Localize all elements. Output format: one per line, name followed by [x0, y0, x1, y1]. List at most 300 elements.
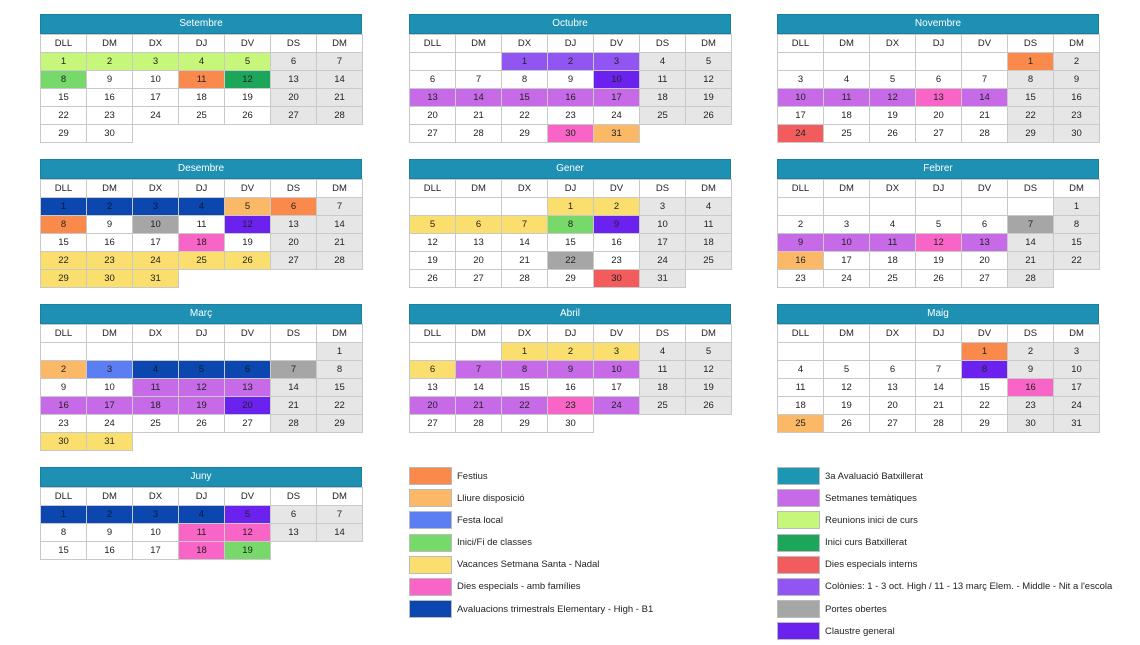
- weekday-label: DM: [686, 180, 732, 198]
- day-cell: [41, 343, 87, 361]
- day-cell: 23: [548, 397, 594, 415]
- day-cell: 4: [179, 506, 225, 524]
- day-cell: 2: [594, 198, 640, 216]
- week-row: [778, 397, 1100, 415]
- day-cell: 12: [225, 524, 271, 542]
- day-cell: 31: [1054, 415, 1100, 433]
- day-cell: 16: [1008, 379, 1054, 397]
- day-cell: [916, 198, 962, 216]
- weekday-header-row: [778, 325, 1100, 343]
- day-cell: [824, 198, 870, 216]
- day-cell: 17: [594, 379, 640, 397]
- week-row: [778, 71, 1100, 89]
- day-cell: 6: [916, 71, 962, 89]
- month-title: Novembre: [777, 14, 1099, 34]
- legend-right: [777, 467, 1112, 645]
- day-cell: 22: [317, 397, 363, 415]
- day-cell: 20: [962, 252, 1008, 270]
- day-cell: 9: [1008, 361, 1054, 379]
- weekday-label: DM: [456, 325, 502, 343]
- empty-cell: [133, 125, 179, 143]
- legend-item: [409, 556, 653, 574]
- day-cell: 16: [594, 234, 640, 252]
- day-cell: 25: [640, 397, 686, 415]
- day-cell: 14: [317, 524, 363, 542]
- week-row: [41, 89, 363, 107]
- day-cell: 18: [179, 542, 225, 560]
- weekday-label: DV: [594, 325, 640, 343]
- week-row: [410, 89, 732, 107]
- week-row: [778, 89, 1100, 107]
- day-cell: 30: [41, 433, 87, 451]
- weekday-header-row: [41, 180, 363, 198]
- day-cell: 9: [594, 216, 640, 234]
- week-row: [41, 361, 363, 379]
- day-cell: 13: [962, 234, 1008, 252]
- day-cell: 26: [225, 252, 271, 270]
- day-cell: 26: [179, 415, 225, 433]
- day-cell: 6: [225, 361, 271, 379]
- day-cell: 13: [271, 71, 317, 89]
- day-cell: 6: [410, 71, 456, 89]
- legend-swatch: [409, 511, 452, 529]
- day-cell: 6: [870, 361, 916, 379]
- day-cell: 25: [870, 270, 916, 288]
- weekday-label: DJ: [916, 325, 962, 343]
- weekday-label: DS: [640, 325, 686, 343]
- day-cell: 18: [870, 252, 916, 270]
- legend-swatch: [777, 489, 820, 507]
- day-cell: 18: [686, 234, 732, 252]
- day-cell: [824, 343, 870, 361]
- day-cell: 24: [133, 107, 179, 125]
- weekday-label: DM: [87, 325, 133, 343]
- day-cell: 20: [870, 397, 916, 415]
- weekday-label: DLL: [41, 180, 87, 198]
- empty-cell: [179, 125, 225, 143]
- day-cell: 14: [1008, 234, 1054, 252]
- day-cell: 24: [1054, 397, 1100, 415]
- day-cell: 25: [778, 415, 824, 433]
- day-cell: 10: [133, 71, 179, 89]
- weekday-label: DS: [1008, 325, 1054, 343]
- day-cell: 26: [686, 107, 732, 125]
- weekday-label: DX: [133, 488, 179, 506]
- legend-swatch: [409, 556, 452, 574]
- week-row: [41, 270, 363, 288]
- day-cell: 31: [594, 125, 640, 143]
- day-cell: 19: [686, 379, 732, 397]
- day-cell: 5: [686, 343, 732, 361]
- day-cell: 2: [87, 53, 133, 71]
- day-cell: 17: [133, 89, 179, 107]
- weekday-label: DM: [456, 180, 502, 198]
- legend-item: [409, 511, 653, 529]
- day-cell: 11: [870, 234, 916, 252]
- week-row: [410, 53, 732, 71]
- day-cell: 8: [502, 361, 548, 379]
- day-cell: 10: [133, 216, 179, 234]
- day-cell: 2: [1054, 53, 1100, 71]
- day-cell: 13: [410, 379, 456, 397]
- week-row: [41, 506, 363, 524]
- day-cell: 11: [824, 89, 870, 107]
- empty-cell: [225, 433, 271, 451]
- legend-item: [777, 534, 1112, 552]
- day-cell: 18: [640, 89, 686, 107]
- day-cell: 6: [962, 216, 1008, 234]
- day-cell: [916, 343, 962, 361]
- week-row: [41, 343, 363, 361]
- weekday-label: DLL: [41, 488, 87, 506]
- empty-cell: [225, 270, 271, 288]
- day-cell: 21: [317, 234, 363, 252]
- day-cell: 19: [225, 542, 271, 560]
- week-row: [410, 107, 732, 125]
- day-cell: 2: [548, 53, 594, 71]
- day-cell: 5: [225, 198, 271, 216]
- week-row: [41, 71, 363, 89]
- day-cell: 11: [778, 379, 824, 397]
- day-cell: 10: [594, 71, 640, 89]
- weekday-label: DM: [317, 325, 363, 343]
- day-cell: 16: [87, 234, 133, 252]
- day-cell: 4: [640, 343, 686, 361]
- day-cell: 19: [916, 252, 962, 270]
- weekday-header-row: [778, 35, 1100, 53]
- weekday-label: DX: [870, 180, 916, 198]
- weekday-header-row: [41, 488, 363, 506]
- day-cell: 20: [916, 107, 962, 125]
- day-cell: 7: [317, 53, 363, 71]
- month-novembre: [777, 14, 1099, 143]
- day-cell: 24: [824, 270, 870, 288]
- weekday-label: DV: [225, 180, 271, 198]
- month-abril: [409, 304, 731, 433]
- week-row: [410, 361, 732, 379]
- weekday-header-row: [778, 180, 1100, 198]
- day-cell: 9: [41, 379, 87, 397]
- day-cell: 1: [41, 198, 87, 216]
- weekday-label: DX: [502, 325, 548, 343]
- weekday-label: DM: [317, 35, 363, 53]
- weekday-label: DLL: [778, 35, 824, 53]
- day-cell: [824, 53, 870, 71]
- legend-swatch: [777, 534, 820, 552]
- day-cell: 30: [1054, 125, 1100, 143]
- day-cell: 13: [271, 216, 317, 234]
- month-grid: [777, 34, 1100, 143]
- week-row: [778, 107, 1100, 125]
- day-cell: 1: [962, 343, 1008, 361]
- weekday-label: DS: [1008, 180, 1054, 198]
- day-cell: 21: [916, 397, 962, 415]
- day-cell: 1: [548, 198, 594, 216]
- week-row: [778, 198, 1100, 216]
- day-cell: 22: [962, 397, 1008, 415]
- day-cell: 15: [962, 379, 1008, 397]
- day-cell: 27: [410, 125, 456, 143]
- month-setembre: [40, 14, 362, 143]
- legend-label: Claustre general: [825, 625, 895, 637]
- day-cell: 12: [824, 379, 870, 397]
- day-cell: [1008, 198, 1054, 216]
- legend-swatch: [777, 578, 820, 596]
- day-cell: 15: [41, 542, 87, 560]
- day-cell: 7: [456, 361, 502, 379]
- day-cell: 22: [1008, 107, 1054, 125]
- day-cell: 12: [686, 71, 732, 89]
- day-cell: 4: [179, 53, 225, 71]
- weekday-label: DJ: [548, 180, 594, 198]
- day-cell: 23: [548, 107, 594, 125]
- day-cell: 1: [1008, 53, 1054, 71]
- day-cell: 9: [87, 71, 133, 89]
- legend-item: [777, 489, 1112, 507]
- month-grid: [409, 324, 732, 433]
- day-cell: 28: [456, 415, 502, 433]
- day-cell: 24: [594, 397, 640, 415]
- weekday-label: DM: [686, 35, 732, 53]
- day-cell: 27: [962, 270, 1008, 288]
- day-cell: 18: [824, 107, 870, 125]
- week-row: [410, 343, 732, 361]
- month-juny: [40, 467, 362, 560]
- legend-item: [777, 556, 1112, 574]
- week-row: [778, 379, 1100, 397]
- day-cell: [962, 53, 1008, 71]
- day-cell: 13: [916, 89, 962, 107]
- empty-cell: [271, 270, 317, 288]
- day-cell: [410, 343, 456, 361]
- day-cell: 11: [640, 361, 686, 379]
- day-cell: 28: [317, 252, 363, 270]
- month-desembre: [40, 159, 362, 288]
- day-cell: 9: [548, 361, 594, 379]
- day-cell: 21: [962, 107, 1008, 125]
- weekday-label: DJ: [179, 180, 225, 198]
- day-cell: 23: [87, 252, 133, 270]
- day-cell: 8: [41, 216, 87, 234]
- day-cell: 24: [594, 107, 640, 125]
- empty-cell: [686, 270, 732, 288]
- month-octubre: [409, 14, 731, 143]
- week-row: [410, 216, 732, 234]
- day-cell: 27: [916, 125, 962, 143]
- week-row: [41, 107, 363, 125]
- day-cell: 15: [317, 379, 363, 397]
- day-cell: 10: [1054, 361, 1100, 379]
- day-cell: 1: [317, 343, 363, 361]
- day-cell: 18: [640, 379, 686, 397]
- legend-item: [409, 467, 653, 485]
- day-cell: 29: [502, 125, 548, 143]
- day-cell: 16: [548, 379, 594, 397]
- month-marc: [40, 304, 362, 451]
- weekday-label: DLL: [410, 180, 456, 198]
- day-cell: 1: [41, 506, 87, 524]
- month-title: Setembre: [40, 14, 362, 34]
- legend-swatch: [777, 600, 820, 618]
- legend-swatch: [409, 578, 452, 596]
- day-cell: 13: [410, 89, 456, 107]
- day-cell: 22: [502, 397, 548, 415]
- day-cell: 7: [1008, 216, 1054, 234]
- day-cell: 4: [870, 216, 916, 234]
- day-cell: 24: [640, 252, 686, 270]
- day-cell: 30: [87, 125, 133, 143]
- weekday-label: DM: [824, 325, 870, 343]
- weekday-label: DJ: [916, 180, 962, 198]
- week-row: [41, 379, 363, 397]
- weekday-label: DX: [133, 35, 179, 53]
- legend-item: [777, 600, 1112, 618]
- day-cell: 29: [41, 270, 87, 288]
- month-maig: [777, 304, 1099, 433]
- day-cell: 31: [87, 433, 133, 451]
- month-grid: [777, 324, 1100, 433]
- day-cell: 9: [778, 234, 824, 252]
- day-cell: 29: [502, 415, 548, 433]
- month-febrer: [777, 159, 1099, 288]
- week-row: [41, 198, 363, 216]
- day-cell: 11: [133, 379, 179, 397]
- weekday-label: DS: [640, 35, 686, 53]
- day-cell: 25: [824, 125, 870, 143]
- legend-item: [409, 578, 653, 596]
- week-row: [410, 252, 732, 270]
- day-cell: 12: [179, 379, 225, 397]
- weekday-label: DV: [225, 325, 271, 343]
- day-cell: 24: [87, 415, 133, 433]
- day-cell: 17: [133, 542, 179, 560]
- day-cell: 2: [87, 506, 133, 524]
- day-cell: 5: [225, 506, 271, 524]
- day-cell: 2: [1008, 343, 1054, 361]
- day-cell: 29: [41, 125, 87, 143]
- day-cell: 22: [1054, 252, 1100, 270]
- day-cell: 27: [410, 415, 456, 433]
- legend-label: Dies especials interns: [825, 559, 918, 571]
- legend-swatch: [409, 489, 452, 507]
- empty-cell: [640, 125, 686, 143]
- weekday-header-row: [410, 180, 732, 198]
- day-cell: 12: [916, 234, 962, 252]
- day-cell: 8: [41, 524, 87, 542]
- weekday-label: DV: [962, 180, 1008, 198]
- day-cell: 22: [41, 252, 87, 270]
- day-cell: 21: [271, 397, 317, 415]
- day-cell: 20: [410, 397, 456, 415]
- legend-label: Portes obertes: [825, 603, 887, 615]
- day-cell: 14: [271, 379, 317, 397]
- weekday-label: DLL: [778, 180, 824, 198]
- month-title: Juny: [40, 467, 362, 487]
- month-grid: [777, 179, 1100, 288]
- day-cell: 8: [1054, 216, 1100, 234]
- day-cell: 8: [962, 361, 1008, 379]
- day-cell: 13: [456, 234, 502, 252]
- weekday-header-row: [410, 35, 732, 53]
- day-cell: 17: [778, 107, 824, 125]
- day-cell: 7: [271, 361, 317, 379]
- day-cell: 21: [1008, 252, 1054, 270]
- day-cell: 28: [1008, 270, 1054, 288]
- day-cell: 28: [502, 270, 548, 288]
- weekday-label: DV: [962, 325, 1008, 343]
- legend-item: [409, 600, 653, 618]
- weekday-label: DX: [502, 180, 548, 198]
- day-cell: 22: [502, 107, 548, 125]
- day-cell: 12: [410, 234, 456, 252]
- day-cell: 20: [271, 234, 317, 252]
- empty-cell: [1054, 270, 1100, 288]
- day-cell: 25: [179, 252, 225, 270]
- day-cell: 9: [87, 524, 133, 542]
- weekday-label: DS: [271, 180, 317, 198]
- day-cell: 16: [87, 542, 133, 560]
- weekday-label: DJ: [916, 35, 962, 53]
- legend-swatch: [777, 467, 820, 485]
- legend-label: 3a Avaluació Batxillerat: [825, 470, 924, 482]
- day-cell: 30: [594, 270, 640, 288]
- day-cell: 12: [686, 361, 732, 379]
- empty-cell: [317, 433, 363, 451]
- weekday-label: DX: [502, 35, 548, 53]
- day-cell: 27: [271, 107, 317, 125]
- week-row: [41, 125, 363, 143]
- week-row: [778, 343, 1100, 361]
- month-grid: [40, 179, 363, 288]
- month-title: Març: [40, 304, 362, 324]
- week-row: [410, 415, 732, 433]
- empty-cell: [686, 125, 732, 143]
- day-cell: 3: [133, 198, 179, 216]
- week-row: [41, 524, 363, 542]
- day-cell: 22: [41, 107, 87, 125]
- day-cell: 26: [916, 270, 962, 288]
- day-cell: 2: [87, 198, 133, 216]
- day-cell: 28: [317, 107, 363, 125]
- day-cell: 3: [778, 71, 824, 89]
- weekday-label: DM: [1054, 35, 1100, 53]
- week-row: [41, 53, 363, 71]
- day-cell: 6: [456, 216, 502, 234]
- day-cell: 28: [916, 415, 962, 433]
- day-cell: [225, 343, 271, 361]
- legend-swatch: [409, 600, 452, 618]
- month-grid: [40, 324, 363, 451]
- weekday-label: DV: [594, 180, 640, 198]
- week-row: [410, 71, 732, 89]
- empty-cell: [179, 270, 225, 288]
- day-cell: 19: [686, 89, 732, 107]
- legend-label: Lliure disposició: [457, 492, 525, 504]
- day-cell: [870, 198, 916, 216]
- week-row: [410, 397, 732, 415]
- day-cell: 14: [317, 216, 363, 234]
- day-cell: 8: [317, 361, 363, 379]
- day-cell: 3: [824, 216, 870, 234]
- day-cell: 18: [778, 397, 824, 415]
- legend-item: [777, 578, 1112, 596]
- month-gener: [409, 159, 731, 288]
- day-cell: 7: [962, 71, 1008, 89]
- day-cell: 15: [502, 379, 548, 397]
- day-cell: 17: [87, 397, 133, 415]
- weekday-label: DV: [594, 35, 640, 53]
- empty-cell: [594, 415, 640, 433]
